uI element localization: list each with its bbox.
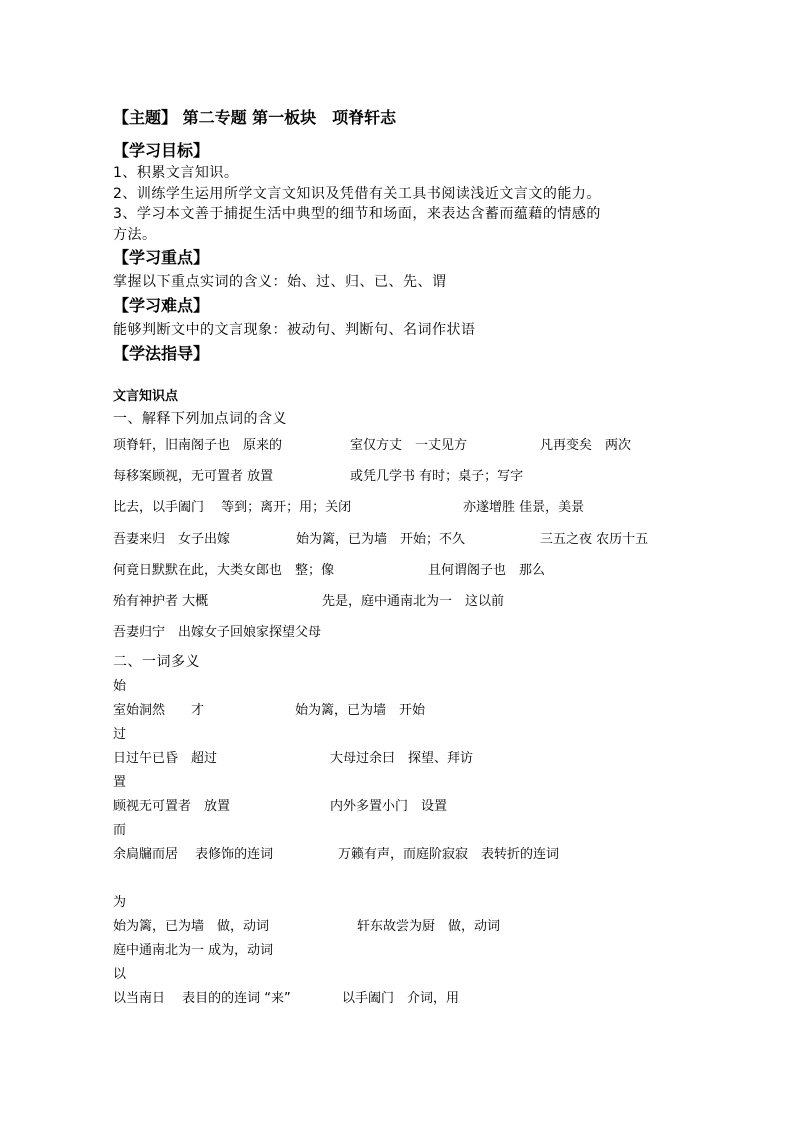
polysemy-example: 万籁有声，而庭阶寂寂 表转折的连词 (338, 847, 560, 862)
key-points-heading: 【学习重点】 (113, 248, 210, 267)
vocab-entry: 室仅方丈 一丈见方 (350, 438, 468, 453)
vocab-entry: 项脊轩，旧南阁子也 原来的 (113, 438, 283, 453)
vocab-entry: 亦遂增胜 佳景，美景 (463, 500, 585, 515)
polysemy-example: 内外多置小门 设置 (330, 799, 448, 814)
objective-item: 3、学习本文善于捕捉生活中典型的细节和场面，来表达含蓄而蕴藉的情感的 (113, 206, 601, 222)
difficulties-heading: 【学习难点】 (113, 296, 210, 315)
polysemy-word: 始 (113, 679, 127, 694)
key-points-text: 掌握以下重点实词的含义：始、过、归、已、先、谓 (113, 274, 447, 290)
polysemy-example: 以当南日 表目的的连词 “来” (113, 991, 291, 1006)
knowledge-heading: 文言知识点 (113, 389, 179, 404)
polysemy-example: 大母过余曰 探望、拜访 (330, 751, 474, 766)
polysemy-word: 以 (113, 967, 127, 982)
polysemy-word: 为 (113, 895, 127, 910)
objective-item: 2、训练学生运用所学文言文知识及凭借有关工具书阅读浅近文言文的能力。 (113, 186, 601, 202)
vocab-entry: 且何谓阁子也 那么 (428, 563, 546, 578)
polysemy-example: 始为篱，已为墙 做，动词 (113, 919, 270, 934)
objectives-heading: 【学习目标】 (113, 141, 210, 160)
vocab-entry: 比去，以手阖门 等到；离开；用；关闭 (113, 500, 352, 515)
vocab-entry: 每移案顾视，无可置者 放置 (113, 469, 274, 484)
polysemy-word: 过 (113, 727, 127, 742)
section-title: 二、一词多义 (113, 654, 200, 670)
objective-item: 方法。 (113, 227, 157, 243)
objective-item: 1、积累文言知识。 (113, 165, 239, 181)
page-title: 【主题】 第二专题 第一板块 项脊轩志 (113, 108, 397, 127)
vocab-entry: 吾妻归宁 出嫁女子回娘家探望父母 (113, 625, 322, 640)
polysemy-example: 轩东故尝为厨 做，动词 (357, 919, 501, 934)
polysemy-example: 以手阖门 介词，用 (342, 991, 460, 1006)
method-heading: 【学法指导】 (113, 344, 210, 363)
polysemy-word: 而 (113, 823, 127, 838)
polysemy-example: 庭中通南北为一 成为，动词 (113, 943, 274, 958)
difficulties-text: 能够判断文中的文言现象：被动句、判断句、名词作状语 (113, 322, 476, 338)
vocab-entry: 始为篱，已为墙 开始；不久 (296, 532, 466, 547)
polysemy-example: 始为篱，已为墙 开始 (295, 703, 426, 718)
vocab-entry: 三五之夜 农历十五 (540, 532, 649, 547)
polysemy-example: 余扃牖而居 表修饰的连词 (113, 847, 274, 862)
polysemy-word: 置 (113, 775, 127, 790)
vocab-entry: 或凭几学书 有时；桌子；写字 (350, 469, 524, 484)
vocab-entry: 吾妻来归 女子出嫁 (113, 532, 231, 547)
polysemy-example: 室始洞然 才 (113, 703, 205, 718)
polysemy-example: 顾视无可置者 放置 (113, 799, 231, 814)
polysemy-example: 日过午已昏 超过 (113, 751, 218, 766)
vocab-entry: 殆有神护者 大概 (113, 594, 209, 609)
vocab-entry: 何竟日默默在此，大类女郎也 整；像 (113, 563, 335, 578)
vocab-entry: 凡再变矣 两次 (540, 438, 632, 453)
vocab-entry: 先是，庭中通南北为一 这以前 (322, 594, 505, 609)
section-title: 一、解释下列加点词的含义 (113, 411, 287, 427)
